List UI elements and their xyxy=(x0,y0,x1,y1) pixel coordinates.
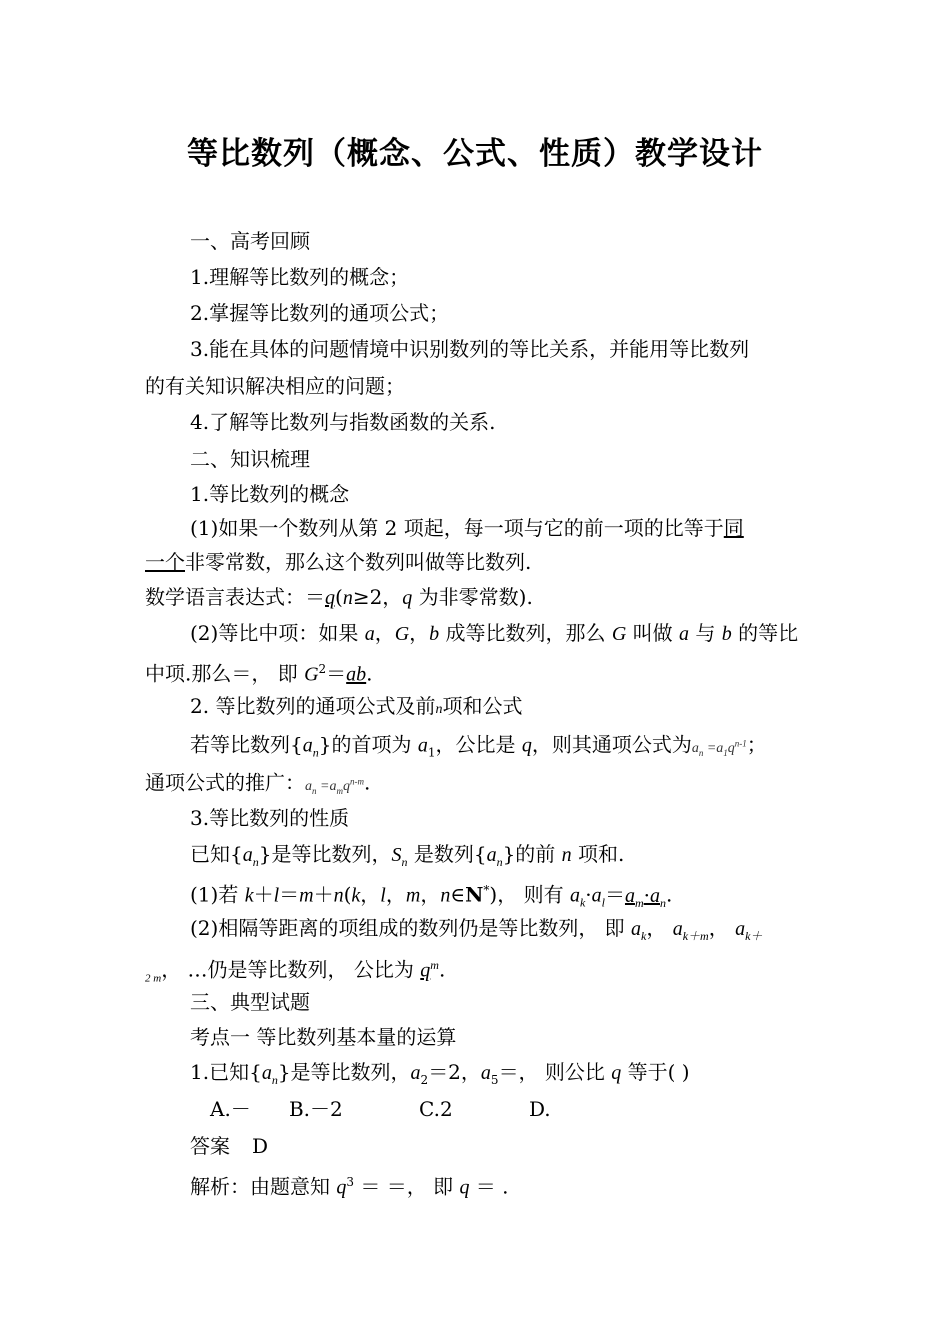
paragraph-property-2: (2)相隔等距离的项组成的数列仍是等比数列， 即 $a_k$， $a_{k+m}$， $a_{k+}$ xyxy=(190,916,763,943)
answer-line xyxy=(190,1134,268,1158)
explanation-line: 解析：由题意知 $q^3$ ＝ ＝， 即 q ＝ . xyxy=(190,1174,509,1199)
subheading-topic-1: 考点一 等比数列基本量的运算 xyxy=(190,1025,457,1049)
paragraph-geometric-mean-cont: 中项.那么＝， 即 $G^2=ab$. xyxy=(145,661,373,686)
paragraph-given: 已知$\{a_n\}$是等比数列，$S_n$ 是数列$\{a_n\}$的前 n 项和. xyxy=(190,842,625,869)
subheading-formula: 2. 等比数列的通项公式及前n项和公式 xyxy=(190,694,523,718)
paragraph-general-term-ext: 通项公式的推广：$a_n =a_mq^{n-m}$. xyxy=(145,770,371,796)
list-item: 1.理解等比数列的概念； xyxy=(190,265,410,289)
formula-extended: $a_n =a_mq^{n-m}$ xyxy=(305,776,364,796)
answer-label: 答案 xyxy=(190,1134,230,1158)
list-item: 2.掌握等比数列的通项公式； xyxy=(190,301,450,325)
page-title: 等比数列（概念、公式、性质）教学设计 xyxy=(187,136,763,172)
explanation-label: 解析： xyxy=(190,1174,250,1199)
section-heading-knowledge: 二、知识梳理 xyxy=(190,447,310,471)
paragraph-property-2-cont: $_{2 m}$， …仍是等比数列， 公比为 $q^m$. xyxy=(145,957,446,985)
paragraph-definition: (1)如果一个数列从第 2 项起，每一项与它的前一项的比等于同 xyxy=(190,516,744,540)
section-heading-examples: 三、典型试题 xyxy=(190,990,310,1014)
paragraph-definition-cont: 一个非零常数，那么这个数列叫做等比数列. xyxy=(145,550,532,574)
question-1: 1.已知$\{a_n\}$是等比数列，$a_2=2$，$a_5=$， 则公比 q 等于( ) xyxy=(190,1060,690,1087)
section-heading-review: 一、高考回顾 xyxy=(190,229,310,253)
formula-general-term: $a_n =a_1q^{n-1}$ xyxy=(691,738,747,758)
answer-options: A.－ B.－2 C.2 D. xyxy=(210,1097,551,1121)
answer-value: D xyxy=(252,1134,269,1158)
list-item: 3.能在具体的问题情境中识别数列的等比关系，并能用等比数列 xyxy=(190,337,750,361)
math-expression: 数学语言表达式：＝q(n≥2，q 为非零常数). xyxy=(145,585,533,609)
paragraph-property-1: (1)若 k＋l＝m＋n(k，l，m，n∈N*)， 则有 $a_k\cdot a_l=a_m\cdot a_n$. xyxy=(190,882,673,910)
subheading-properties: 3.等比数列的性质 xyxy=(190,806,350,830)
paragraph-geometric-mean: (2)等比中项：如果 a，G，b 成等比数列，那么 G 叫做 a 与 b 的等比 xyxy=(190,621,799,645)
paragraph-general-term: 若等比数列$\{a_n\}$的首项为 $a_1$，公比是 q，则其通项公式为$a_n =a_1q^{n-1}$； xyxy=(190,732,767,760)
list-item: 4.了解等比数列与指数函数的关系. xyxy=(190,410,496,434)
list-item-continued: 的有关知识解决相应的问题； xyxy=(145,374,405,398)
subheading-concept: 1.等比数列的概念 xyxy=(190,482,350,506)
